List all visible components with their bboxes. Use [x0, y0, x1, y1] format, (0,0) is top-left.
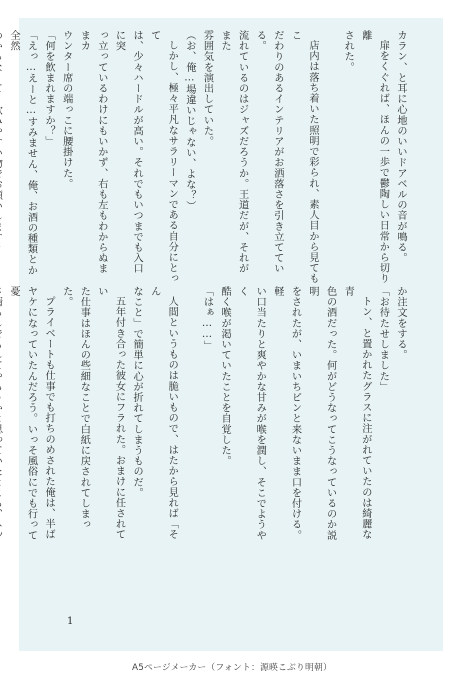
- text-line: 人間というものは脆いもので、はたから見れば「そん: [148, 286, 178, 540]
- text-line: 色の酒だった。何がどうなってこうなっているのか説明: [307, 286, 336, 541]
- text-line: 雰囲気を演出していた。: [201, 30, 213, 147]
- text-line: トン、と置かれたグラスに注がれていたのは綺麗な青: [342, 286, 371, 540]
- text-line: 「何を飲まれますか？」: [43, 30, 55, 147]
- manuscript-page: [7, 18, 443, 651]
- text-line: 「えっ…えーと…すみません、俺、お酒の種類とか全然: [7, 30, 37, 276]
- text-line: い口当たりと爽やかな甘みが喉を潤し、そこでようやく: [236, 286, 266, 541]
- text-line: か注文をする。: [395, 286, 406, 361]
- text-line: っ立っているわけにもいかず、右も左もわからぬままカ: [78, 30, 107, 274]
- text-line: なこと」で簡単に心が折れてしまうものだ。: [131, 286, 143, 498]
- text-line: 店内は落ち着いた照明で彩られ、素人目から見てもこ: [289, 30, 319, 284]
- text-line: された。: [342, 30, 354, 73]
- text-line: カラン、と耳に心地のいいドアベルの音が鳴る。: [395, 30, 406, 264]
- text-line: [0, 286, 4, 544]
- text-line: しかし、極々平凡なサラリーマンである自分にとって: [148, 30, 178, 284]
- text-line: [0, 30, 4, 284]
- text-line: は、少々ハードルが高い。それでもいつまでも入口に突: [113, 30, 143, 274]
- text-line: ウンター席の端っこに腰掛けた。: [60, 30, 72, 189]
- text-line: プライベートも仕事でも打ちのめされた俺は、半ば: [43, 296, 55, 540]
- text-line: （お、俺…場違いじゃない、よな？）: [183, 30, 195, 211]
- text-line: た仕事はほんの些細なことで白紙に戻されてしまった。: [60, 286, 90, 530]
- footer-caption: A5ページメーカー（フォント：源暎こぶり明朝）: [132, 663, 332, 673]
- text-line: 扉をくぐれば、ほんの一歩で鬱陶しい日常から切り離: [359, 30, 389, 284]
- text-line: 「はぁ……」: [201, 286, 213, 352]
- text-column-top: [7, 30, 409, 284]
- text-line: 「お待たせしました」: [377, 286, 389, 392]
- text-line: 五年付き合った彼女にフラれた。おまけに任されてい: [95, 286, 125, 540]
- text-line: [180, 286, 198, 544]
- page-number: 1: [67, 616, 74, 627]
- text-column-bottom: [7, 286, 409, 544]
- text-line: [321, 30, 339, 284]
- text-line: 酷く喉が渇いていたことを自覚した。: [219, 286, 231, 467]
- text-line: ヤケになっていたんだろう。いっそ風俗にでも行って憂: [7, 286, 37, 541]
- text-line: をされたが、いまいちピンと来ないまま口を付ける。軽: [271, 286, 301, 541]
- text-line: 流れているのはジャズだろうか。王道だが、それがまた: [219, 30, 248, 274]
- text-line: だわりのあるインテリアがお洒落さを引き立てている。: [254, 30, 283, 274]
